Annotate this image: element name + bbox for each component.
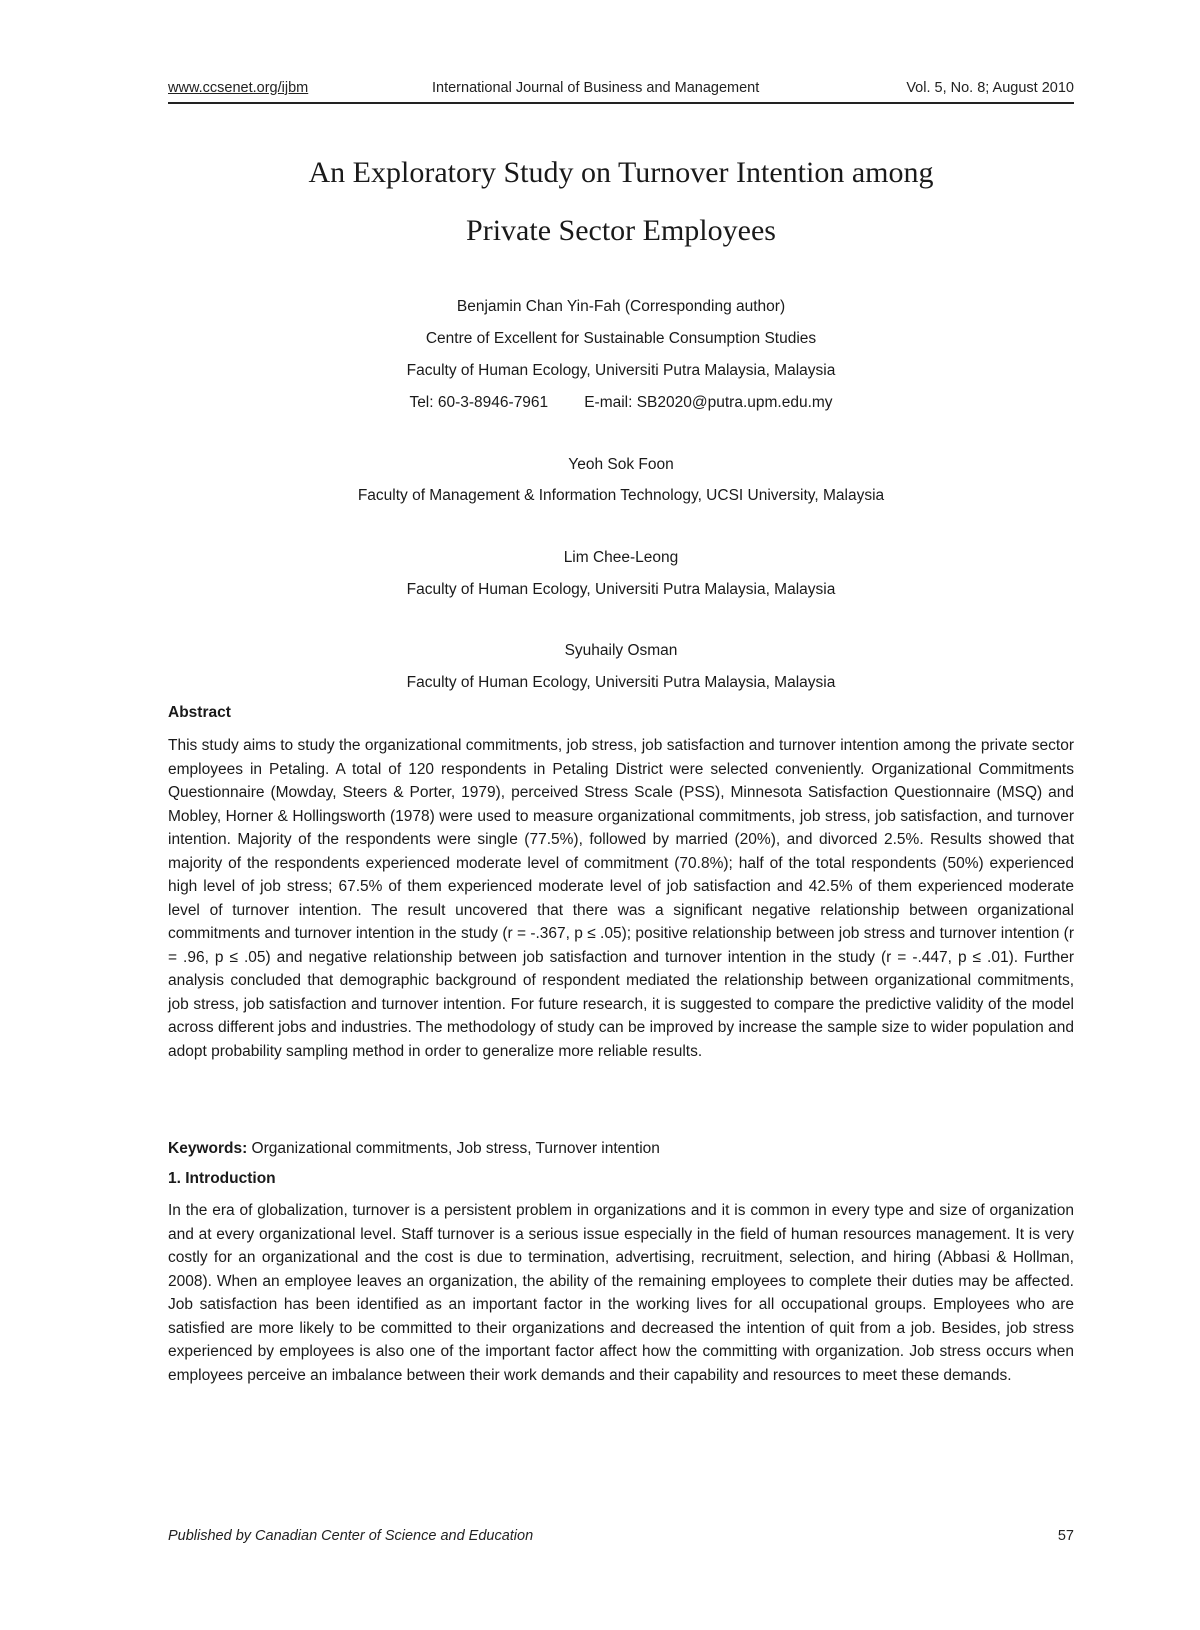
publisher-credit: Published by Canadian Center of Science and Education	[168, 1528, 534, 1544]
issue-info: Vol. 5, No. 8; August 2010	[906, 80, 1074, 96]
keywords-text: Organizational commitments, Job stress, Turnover intention	[247, 1140, 660, 1157]
author-affiliation: Centre of Excellent for Sustainable Consumption Studies	[425, 330, 817, 347]
author-affiliation: Faculty of Human Ecology, Universiti Putra Malaysia, Malaysia	[406, 581, 836, 598]
author-contact	[168, 393, 1074, 413]
author-name: Syuhaily Osman	[564, 642, 678, 659]
keywords-label: Keywords:	[168, 1140, 248, 1157]
author-affiliation: Faculty of Management & Information Technology, UCSI University, Malaysia	[357, 487, 885, 504]
journal-website-link[interactable]: www.ccsenet.org/ijbm	[168, 80, 309, 96]
author-phone: Tel: 60-3-8946-7961	[409, 394, 549, 411]
introduction-text: In the era of globalization, turnover is a persistent problem in organizations and it is common in every type and size of organization and at every organizational level. Staff turnover is a serious issue especially in the field of human resources management. It is very costly for an organizational and the cost is due to termination, advertising, recruitment, selection, and hiring (Abbasi & Hollman, 2008). When an employee leaves an organization, the ability of the remaining employees to complete their duties may be affected. Job satisfaction has been identified as an important factor in the working lives for all occupational groups. Employees who are satisfied are more likely to be committed to their organizations and decreased the intention of quit from a job. Besides, job stress experienced by employees is also one of the important factor affect how the committing with organization. Job stress occurs when employees perceive an imbalance between their work demands and their capability and resources to meet these demands.	[168, 1202, 1074, 1384]
author-affiliation: Faculty of Human Ecology, Universiti Putra Malaysia, Malaysia	[406, 362, 836, 379]
author-name: Yeoh Sok Foon	[568, 456, 674, 473]
section-heading-introduction: 1. Introduction	[168, 1170, 276, 1187]
author-name: Lim Chee-Leong	[563, 549, 679, 566]
abstract-heading: Abstract	[168, 704, 231, 721]
abstract-text: This study aims to study the organizational commitments, job stress, job satisfaction and turnover intention among the private sector employees in Petaling. A total of 120 respondents in Petaling District were selected conveniently. Organizational Commitments Questionnaire (Mowday, Steers & Porter, 1979), perceived Stress Scale (PSS), Minnesota Satisfaction Questionnaire (MSQ) and Mobley, Horner & Hollingsworth (1978) were used to measure organizational commitments, job stress, job satisfaction, and turnover intention. Majority of the respondents were single (77.5%), followed by married (20%), and divorced 2.5%. Results showed that majority of the respondents experienced moderate level of commitment (70.8%); half of the total respondents (50%) experienced high level of job stress; 67.5% of them experienced moderate level of job satisfaction and 42.5% of them experienced moderate level of turnover intention. The result uncovered that there was a significant negative relationship between organizational commitments and turnover intention in the study (r = -.367, p ≤ .05); positive relationship between job stress and turnover intention (r = .96, p ≤ .05) and negative relationship between job satisfaction and turnover intention in the study (r = -.447, p ≤ .01). Further analysis concluded that demographic background of respondent mediated the relationship between organizational commitments, job stress, job satisfaction and turnover intention. For future research, it is suggested to compare the predictive validity of the model across different jobs and industries. The methodology of study can be improved by increase the sample size to wider population and adopt probability sampling method in order to generalize more reliable results.	[168, 737, 1074, 1060]
paper-title-line-2: Private Sector Employees	[466, 214, 776, 247]
journal-name: International Journal of Business and Management	[432, 80, 760, 96]
author-email[interactable]: E-mail: SB2020@putra.upm.edu.my	[584, 394, 833, 411]
running-header	[168, 80, 1074, 104]
page-number: 57	[1057, 1528, 1074, 1544]
page-footer	[168, 1528, 1074, 1544]
paper-title-line-1: An Exploratory Study on Turnover Intention among	[308, 156, 934, 189]
keywords	[168, 1140, 1074, 1158]
author-name: Benjamin Chan Yin-Fah (Corresponding author)	[456, 298, 786, 315]
author-affiliation: Faculty of Human Ecology, Universiti Putra Malaysia, Malaysia	[406, 674, 836, 691]
